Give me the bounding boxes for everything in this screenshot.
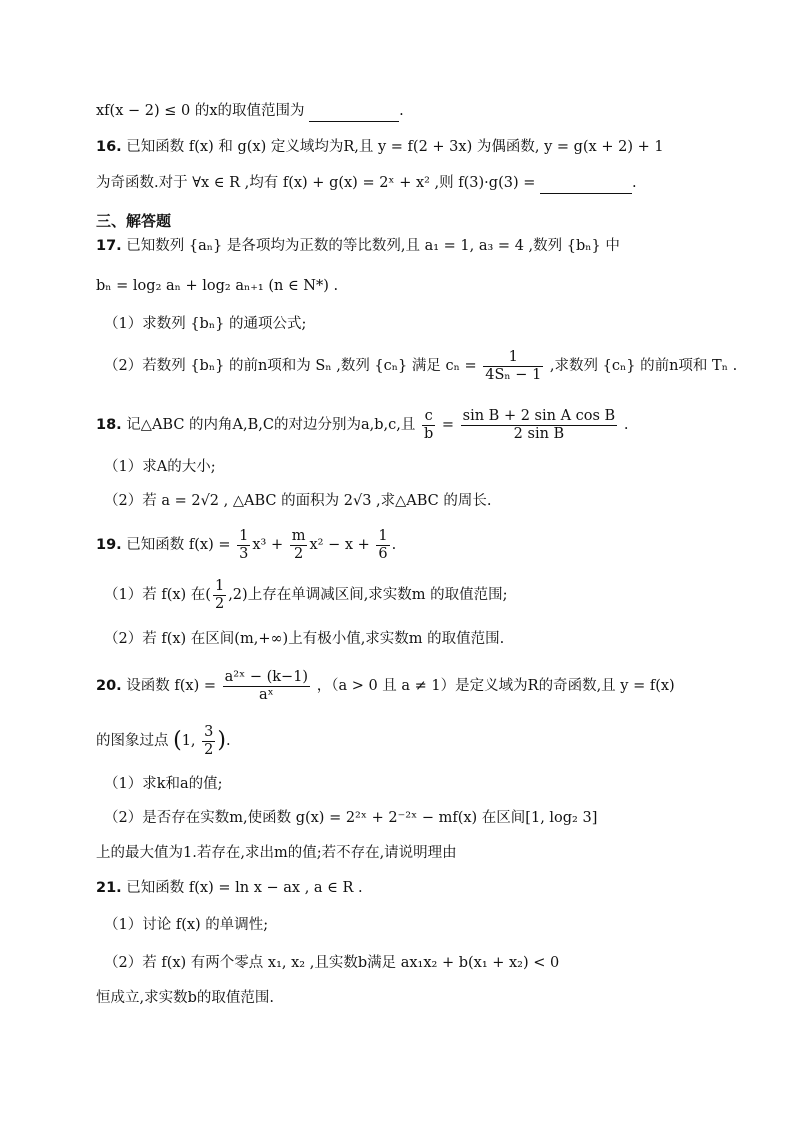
- section-heading: 三、解答题: [96, 212, 172, 230]
- fraction-numerator: m: [291, 527, 306, 544]
- q16-line2: 为奇函数.对于 ∀x ∈ R ,均有 f(x) + g(x) = 2ˣ + x² ,则 f(3)·g(3) = .: [96, 172, 698, 194]
- paren-left: (: [173, 728, 182, 753]
- q20-part1: （1）求k和a的值;: [104, 776, 223, 792]
- fraction: [202, 724, 215, 759]
- q18-line1: [96, 405, 698, 445]
- q15-text: xf(x − 2) ≤ 0 的x的取值范围为: [96, 103, 305, 119]
- question-number: 16.: [96, 139, 122, 155]
- fraction-numerator: a²ˣ − (k−1): [224, 668, 309, 685]
- q16-line1: [96, 136, 698, 158]
- fraction-numerator: 3: [204, 723, 214, 740]
- q17-text-2: bₙ = log₂ aₙ + log₂ aₙ₊₁ (n ∈ N*) .: [96, 278, 339, 294]
- question-number: 19.: [96, 537, 122, 553]
- equals-sign: =: [441, 417, 455, 433]
- fraction-denominator: 6: [378, 545, 388, 562]
- fraction-numerator: sin B + 2 sin A cos B: [462, 407, 616, 424]
- q20-text-3: 的图象过点: [96, 733, 169, 749]
- fraction-denominator: 4Sₙ − 1: [485, 366, 542, 383]
- fraction: [213, 578, 226, 613]
- q17-text-1: 已知数列 {aₙ} 是各项均为正数的等比数列,且 a₁ = 1, a₃ = 4 ,数列 {bₙ} 中: [126, 238, 620, 254]
- q19-part2: （2）若 f(x) 在区间(m,+∞)上有极小值,求实数m 的取值范围.: [104, 631, 505, 647]
- q15-tail: xf(x − 2) ≤ 0 的x的取值范围为 .: [96, 100, 698, 122]
- q21-part2-cont: 恒成立,求实数b的取值范围.: [96, 990, 274, 1006]
- fraction: [376, 528, 389, 563]
- fraction-denominator: aˣ: [223, 686, 310, 704]
- fraction: [237, 528, 250, 563]
- q18-text-1: 记△ABC 的内角A,B,C的对边分别为a,b,c,且: [126, 417, 416, 433]
- fraction: [461, 408, 618, 443]
- q19-text-1: 已知函数 f(x) =: [126, 537, 231, 553]
- q19-p1-pre: （1）若 f(x) 在(: [104, 587, 211, 603]
- fraction-denominator: 3: [239, 545, 249, 562]
- q16-text-1: 已知函数 f(x) 和 g(x) 定义域均为R,且 y = f(2 + 3x) 为偶函数, y = g(x + 2) + 1: [126, 139, 664, 155]
- q20-line2: [96, 720, 698, 762]
- q18-part2: （2）若 a = 2√2 , △ABC 的面积为 2√3 ,求△ABC 的周长.: [104, 493, 492, 509]
- q20-part2: （2）是否存在实数m,使函数 g(x) = 2²ˣ + 2⁻²ˣ − mf(x) 在区间[1, log₂ 3]: [104, 810, 598, 826]
- q17-part1: （1）求数列 {bₙ} 的通项公式;: [104, 316, 307, 332]
- question-number: 20.: [96, 678, 122, 694]
- fraction-numerator: c: [424, 407, 433, 424]
- q17-p2-post: ,求数列 {cₙ} 的前n项和 Tₙ .: [549, 358, 738, 374]
- period: .: [225, 733, 231, 749]
- q18-part1: （1）求A的大小;: [104, 459, 216, 475]
- fraction: [483, 349, 543, 384]
- fraction-denominator: 2: [290, 545, 308, 563]
- point-x: 1,: [181, 733, 196, 749]
- term: x² − x +: [309, 537, 370, 553]
- period: .: [623, 417, 629, 433]
- q17-line1: [96, 235, 698, 257]
- q19-line1: [96, 525, 698, 565]
- fraction-numerator: 1: [378, 527, 388, 544]
- q16-text-2: 为奇函数.对于 ∀x ∈ R ,均有 f(x) + g(x) = 2ˣ + x² ,则 f(3)·g(3) =: [96, 175, 536, 191]
- q17-p2-pre: （2）若数列 {bₙ} 的前n项和为 Sₙ ,数列 {cₙ} 满足 cₙ =: [104, 358, 477, 374]
- q21-text-1: 已知函数 f(x) = ln x − ax , a ∈ R .: [126, 880, 363, 896]
- fraction-numerator: 1: [508, 348, 518, 365]
- answer-blank: [309, 106, 399, 122]
- q19-part1: [104, 575, 698, 615]
- q17-part2: [104, 346, 738, 386]
- fraction-denominator: b: [423, 425, 434, 442]
- fraction-denominator: 2 sin B: [461, 425, 618, 443]
- q21-part2: （2）若 f(x) 有两个零点 x₁, x₂ ,且实数b满足 ax₁x₂ + b(x₁ + x₂) < 0: [104, 955, 560, 971]
- q20-line1: [96, 665, 698, 707]
- q19-p1-post: ,2)上存在单调减区间,求实数m 的取值范围;: [228, 587, 508, 603]
- fraction: [223, 669, 310, 704]
- fraction-numerator: 1: [214, 577, 225, 594]
- q17-line2: [96, 275, 698, 297]
- fraction: [290, 528, 308, 563]
- fraction-denominator: 2: [214, 595, 225, 612]
- question-number: 21.: [96, 880, 122, 896]
- fraction-denominator: 2: [204, 741, 214, 758]
- q21-line1: [96, 877, 698, 899]
- term: x³ +: [252, 537, 284, 553]
- fraction-numerator: 1: [239, 527, 249, 544]
- question-number: 17.: [96, 238, 122, 254]
- q20-text-2: ，（a > 0 且 a ≠ 1）是定义域为R的奇函数,且 y = f(x): [316, 678, 675, 694]
- fraction: [422, 408, 435, 443]
- question-number: 18.: [96, 417, 122, 433]
- q21-part1: （1）讨论 f(x) 的单调性;: [104, 917, 269, 933]
- paren-right: ): [217, 728, 226, 753]
- period: .: [391, 537, 397, 553]
- q20-text-1: 设函数 f(x) =: [126, 678, 217, 694]
- q20-part2-cont: 上的最大值为1.若存在,求出m的值;若不存在,请说明理由: [96, 845, 457, 861]
- answer-blank: [540, 178, 632, 194]
